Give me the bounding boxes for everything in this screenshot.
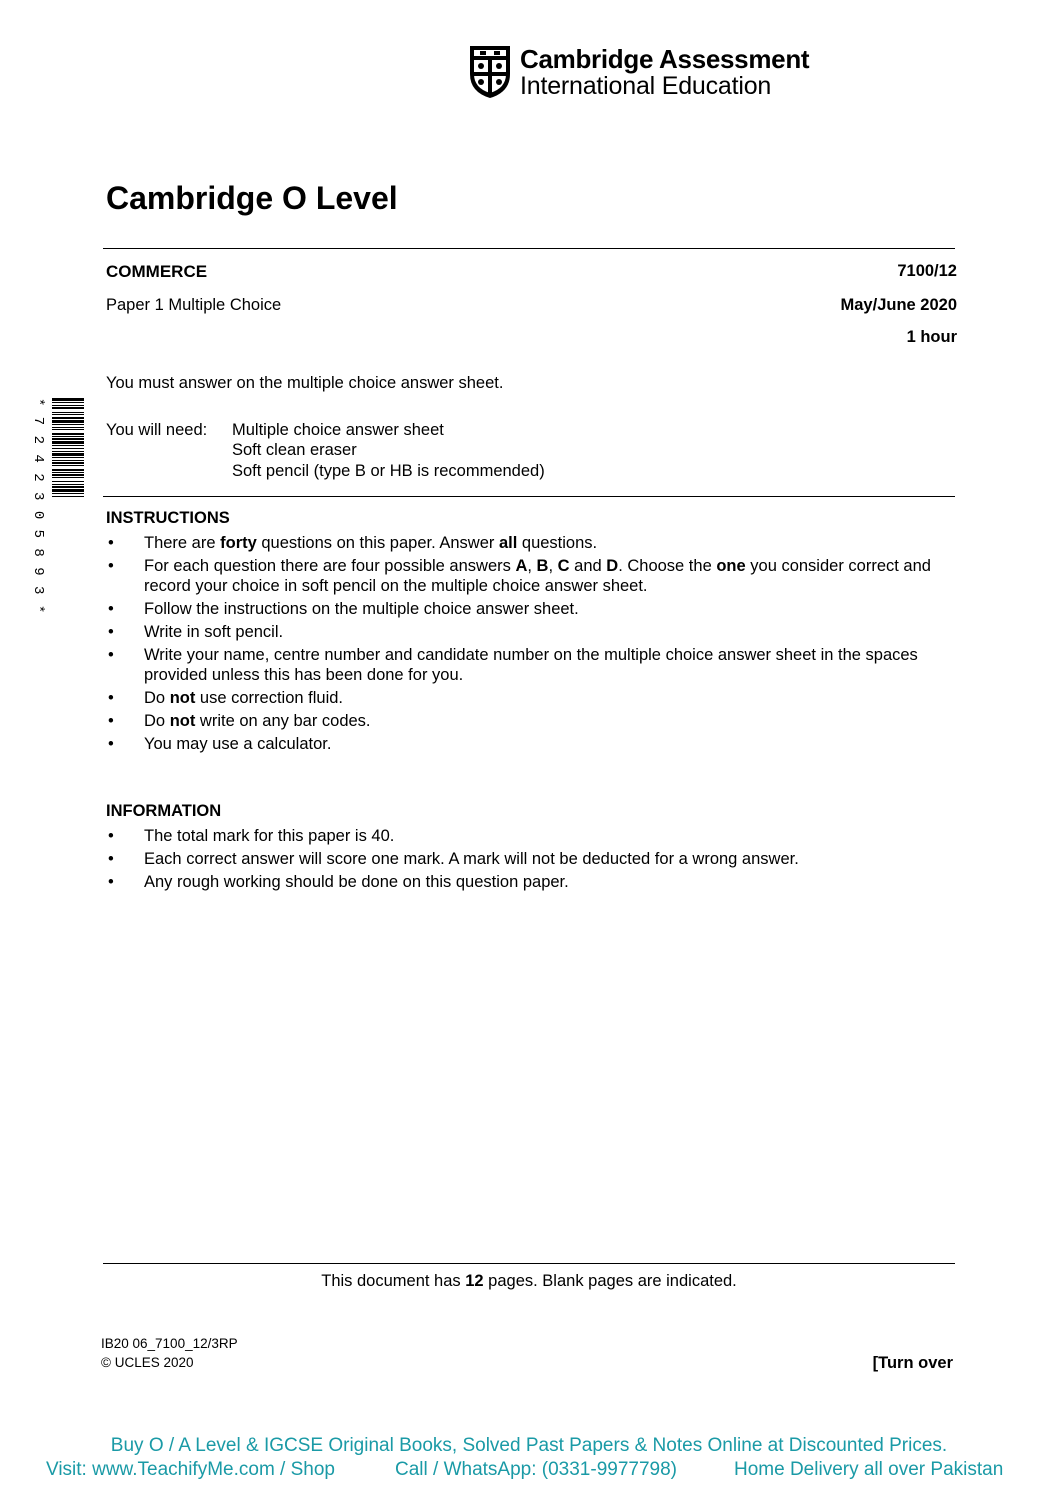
instructions-heading: INSTRUCTIONS bbox=[106, 509, 230, 527]
information-heading: INFORMATION bbox=[106, 802, 222, 820]
page-count: 12 bbox=[465, 1272, 484, 1290]
paper-code: 7100/12 bbox=[897, 262, 957, 280]
barcode-bar bbox=[52, 424, 84, 425]
barcode-bar bbox=[52, 465, 84, 466]
paper-reference: IB20 06_7100_12/3RP bbox=[101, 1336, 238, 1351]
emphasis: B bbox=[536, 557, 549, 575]
bullet-icon: • bbox=[108, 712, 114, 730]
advert-delivery: Home Delivery all over Pakistan bbox=[734, 1459, 1004, 1480]
emphasis: all bbox=[498, 534, 518, 552]
candidate-barcode bbox=[30, 398, 86, 615]
emphasis: forty bbox=[220, 534, 257, 552]
barcode-bar bbox=[52, 445, 84, 446]
list-item: • There are forty questions on this paper. Answer all questions. bbox=[108, 534, 598, 552]
barcode-bar bbox=[52, 496, 84, 497]
pages-note-text: This document has bbox=[321, 1272, 466, 1290]
barcode-bar bbox=[52, 407, 84, 409]
pages-note bbox=[0, 1272, 1058, 1291]
barcode-bar bbox=[52, 448, 84, 449]
duration: 1 hour bbox=[906, 328, 957, 346]
answer-note: You must answer on the multiple choice answer sheet. bbox=[106, 374, 504, 392]
barcode-text: * 7 2 4 2 3 0 5 8 9 3 * bbox=[30, 398, 46, 615]
list-item: • Do not use correction fluid. bbox=[108, 689, 343, 707]
emphasis: not bbox=[169, 689, 196, 707]
list-item: • Follow the instructions on the multiple choice answer sheet. bbox=[108, 600, 579, 618]
barcode-bar bbox=[52, 453, 84, 456]
barcode-bar bbox=[52, 420, 84, 423]
subject: COMMERCE bbox=[106, 262, 208, 281]
bullet-icon: • bbox=[108, 689, 114, 707]
bullet-icon: • bbox=[108, 557, 114, 575]
bullet-icon: • bbox=[108, 534, 114, 552]
advert-line: Buy O / A Level & IGCSE Original Books, Solved Past Papers & Notes Online at Discounted Prices. bbox=[110, 1435, 948, 1456]
emphasis: D bbox=[606, 557, 619, 575]
bullet-icon: • bbox=[108, 623, 114, 641]
list-item: • Write your name, centre number and candidate number on the multiple choice answer sheet in the spaces provided unless this has been done for you. bbox=[108, 646, 918, 684]
bullet-icon: • bbox=[108, 600, 114, 618]
barcode-bar bbox=[52, 484, 84, 485]
barcode-bar bbox=[52, 481, 84, 482]
barcode-bar bbox=[52, 493, 84, 494]
cambridge-crest-icon bbox=[468, 44, 512, 100]
barcode-bar bbox=[52, 433, 84, 435]
list-item: • Do not write on any bar codes. bbox=[108, 712, 371, 730]
barcode-bar bbox=[52, 429, 84, 430]
advert-call: Call / WhatsApp: (0331-9977798) bbox=[395, 1459, 677, 1480]
barcode-bar bbox=[52, 477, 84, 478]
barcode-bar bbox=[52, 398, 84, 401]
barcode-bar bbox=[52, 462, 84, 464]
barcode-bar bbox=[52, 427, 84, 428]
list-item: • Write in soft pencil. bbox=[108, 623, 284, 641]
list-item: • Any rough working should be done on this question paper. bbox=[108, 873, 569, 891]
bullet-icon: • bbox=[108, 827, 114, 845]
barcode-bar bbox=[52, 436, 84, 437]
logo-line-1: Cambridge Assessment bbox=[520, 44, 810, 74]
barcode-bar bbox=[52, 414, 84, 415]
emphasis: not bbox=[169, 712, 196, 730]
paper-name: Paper 1 Multiple Choice bbox=[106, 296, 282, 314]
barcode-bar bbox=[52, 457, 84, 458]
turn-over: [Turn over bbox=[872, 1354, 953, 1372]
barcode-bar bbox=[52, 489, 84, 492]
barcode-bar bbox=[52, 474, 84, 476]
need-item: Multiple choice answer sheet bbox=[232, 421, 444, 439]
barcode-bar bbox=[52, 460, 84, 461]
qualification-title: Cambridge O Level bbox=[106, 180, 398, 216]
cambridge-logo bbox=[468, 44, 810, 102]
barcode-bar bbox=[52, 486, 84, 488]
bullet-icon: • bbox=[108, 873, 114, 891]
logo-line-2: International Education bbox=[520, 72, 772, 100]
barcode-bar bbox=[52, 472, 84, 473]
bullet-icon: • bbox=[108, 646, 114, 664]
list-item: • Each correct answer will score one mark. A mark will not be deducted for a wrong answer. bbox=[108, 850, 799, 868]
divider bbox=[103, 1263, 955, 1264]
bullet-icon: • bbox=[108, 850, 114, 868]
list-item: • The total mark for this paper is 40. bbox=[108, 827, 395, 845]
barcode-bar bbox=[52, 402, 84, 403]
barcode-bar bbox=[52, 451, 84, 452]
need-item: Soft pencil (type B or HB is recommended) bbox=[232, 462, 545, 480]
need-label: You will need: bbox=[106, 421, 208, 439]
session: May/June 2020 bbox=[840, 296, 957, 314]
advert-visit-link[interactable]: Visit: www.TeachifyMe.com / Shop bbox=[46, 1459, 335, 1480]
list-item: • For each question there are four possible answers A, B, C and D. Choose the one you consider correct and record your choice in soft pencil on the multiple choice answer sheet. bbox=[108, 557, 931, 595]
barcode-bar bbox=[52, 405, 84, 406]
emphasis: one bbox=[716, 557, 746, 575]
barcode-bar bbox=[52, 441, 84, 444]
divider bbox=[103, 248, 955, 249]
need-item: Soft clean eraser bbox=[232, 441, 357, 459]
emphasis: C bbox=[557, 557, 570, 575]
barcode-bar bbox=[52, 438, 84, 440]
information-list bbox=[106, 826, 958, 895]
copyright: © UCLES 2020 bbox=[101, 1355, 194, 1370]
bullet-icon: • bbox=[108, 735, 114, 753]
barcode-bar bbox=[52, 417, 84, 419]
list-item: • You may use a calculator. bbox=[108, 735, 332, 753]
pages-note-text: pages. Blank pages are indicated. bbox=[483, 1272, 737, 1290]
barcode-bar bbox=[52, 412, 84, 413]
emphasis: A bbox=[515, 557, 528, 575]
barcode-bar bbox=[52, 469, 84, 471]
instructions-list bbox=[106, 533, 958, 757]
divider bbox=[103, 496, 955, 497]
